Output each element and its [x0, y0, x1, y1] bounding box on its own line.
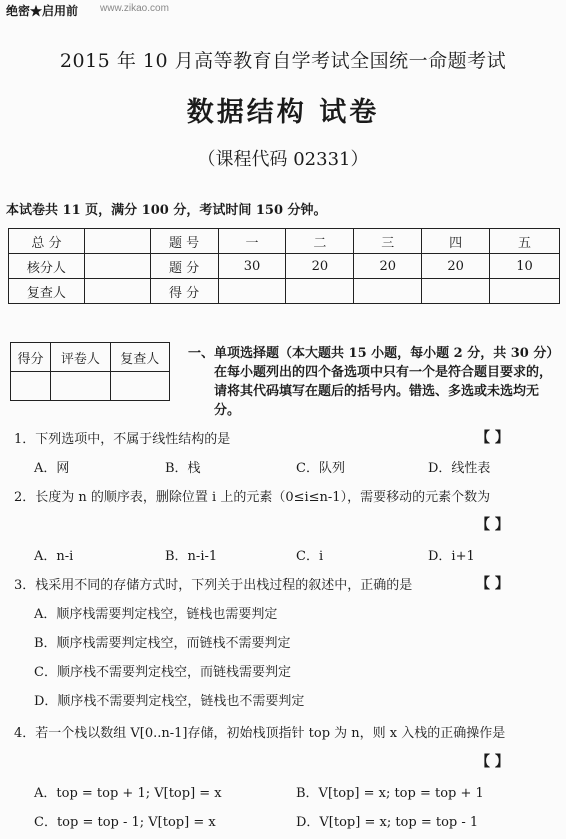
answer-bracket[interactable]: 【 】: [476, 576, 509, 592]
score-table: [8, 228, 560, 304]
table-header: 复查人: [110, 343, 169, 372]
table-cell: 二: [286, 229, 354, 254]
table-cell: [84, 254, 150, 279]
question-4-option-c: C．top = top - 1; V[top] = x: [34, 815, 216, 830]
question-3-option-b: B．顺序栈需要判定栈空，而链栈不需要判定: [34, 636, 291, 651]
table-cell: 五: [490, 229, 560, 254]
table-cell: 20: [286, 254, 354, 279]
question-1-option-b: B．栈: [165, 461, 201, 476]
subject-title: 数据结构 试卷: [186, 97, 380, 128]
table-cell: [218, 279, 286, 304]
answer-bracket[interactable]: 【 】: [476, 517, 509, 533]
table-cell: 得 分: [150, 279, 218, 304]
table-header: 得分: [11, 343, 51, 372]
question-4-option-a: A．top = top + 1; V[top] = x: [34, 786, 222, 801]
table-cell: 一: [218, 229, 286, 254]
table-row: [11, 372, 170, 401]
table-cell: [286, 279, 354, 304]
table-cell: 四: [422, 229, 490, 254]
table-cell: 核分人: [9, 254, 85, 279]
question-2-option-d: D．i+1: [428, 549, 475, 564]
table-row: [9, 279, 560, 304]
table-row: [9, 229, 560, 254]
question-3-option-c: C．顺序栈不需要判定栈空，而链栈需要判定: [34, 665, 291, 680]
question-1-option-d: D．线性表: [428, 461, 491, 476]
table-cell: [84, 229, 150, 254]
table-row: [9, 254, 560, 279]
question-1-option-c: C．队列: [296, 461, 345, 476]
question-3-stem: 3．栈采用不同的存储方式时，下列关于出栈过程的叙述中，正确的是: [14, 578, 413, 593]
answer-bracket[interactable]: 【 】: [476, 430, 509, 446]
table-cell: 总 分: [9, 229, 85, 254]
table-cell: [11, 372, 51, 401]
answer-bracket[interactable]: 【 】: [476, 754, 509, 770]
question-1-option-a: A．网: [34, 461, 70, 476]
question-3-option-d: D．顺序栈不需要判定栈空，链栈也不需要判定: [34, 694, 305, 709]
question-2-stem: 2．长度为 n 的顺序表，删除位置 i 上的元素（0≤i≤n-1），需要移动的元素个数为: [14, 490, 491, 505]
question-2-option-b: B．n-i-1: [165, 549, 218, 564]
watermark: www.zikao.com: [100, 3, 169, 14]
table-cell: 20: [354, 254, 422, 279]
table-cell: [110, 372, 169, 401]
table-cell: [490, 279, 560, 304]
course-code: （课程代码 02331）: [197, 149, 369, 170]
question-1-stem: 1．下列选项中，不属于线性结构的是: [14, 432, 231, 447]
exam-intro: 本试卷共 11 页，满分 100 分，考试时间 150 分钟。: [6, 203, 327, 218]
table-row: [11, 343, 170, 372]
question-3-option-a: A．顺序栈需要判定栈空，链栈也需要判定: [34, 607, 278, 622]
table-cell: [84, 279, 150, 304]
table-header: 评卷人: [51, 343, 110, 372]
question-4-stem: 4．若一个栈以数组 V[0..n-1]存储，初始栈顶指针 top 为 n，则 x 入栈的正确操作是: [14, 726, 506, 741]
question-4-option-d: D．V[top] = x; top = top - 1: [296, 815, 479, 830]
table-cell: 20: [422, 254, 490, 279]
table-cell: 30: [218, 254, 286, 279]
table-cell: 题 分: [150, 254, 218, 279]
table-cell: [51, 372, 110, 401]
confidential-stamp: 绝密★启用前: [6, 4, 79, 18]
table-cell: 三: [354, 229, 422, 254]
grader-table: [10, 342, 170, 401]
exam-title: 2015 年 10 月高等教育自学考试全国统一命题考试: [59, 50, 507, 72]
question-4-option-b: B．V[top] = x; top = top + 1: [296, 786, 484, 801]
section-instructions: 在每小题列出的四个备选项中只有一个是符合题目要求的，请将其代码填写在题后的括号内。错选、多选或未选均无分。: [214, 365, 553, 418]
question-2-option-c: C．i: [296, 549, 324, 564]
section-heading: 一、单项选择题（本大题共 15 小题，每小题 2 分，共 30 分）: [188, 346, 560, 361]
table-cell: [354, 279, 422, 304]
table-cell: 复查人: [9, 279, 85, 304]
table-cell: 10: [490, 254, 560, 279]
table-cell: 题 号: [150, 229, 218, 254]
table-cell: [422, 279, 490, 304]
question-2-option-a: A．n-i: [34, 549, 74, 564]
